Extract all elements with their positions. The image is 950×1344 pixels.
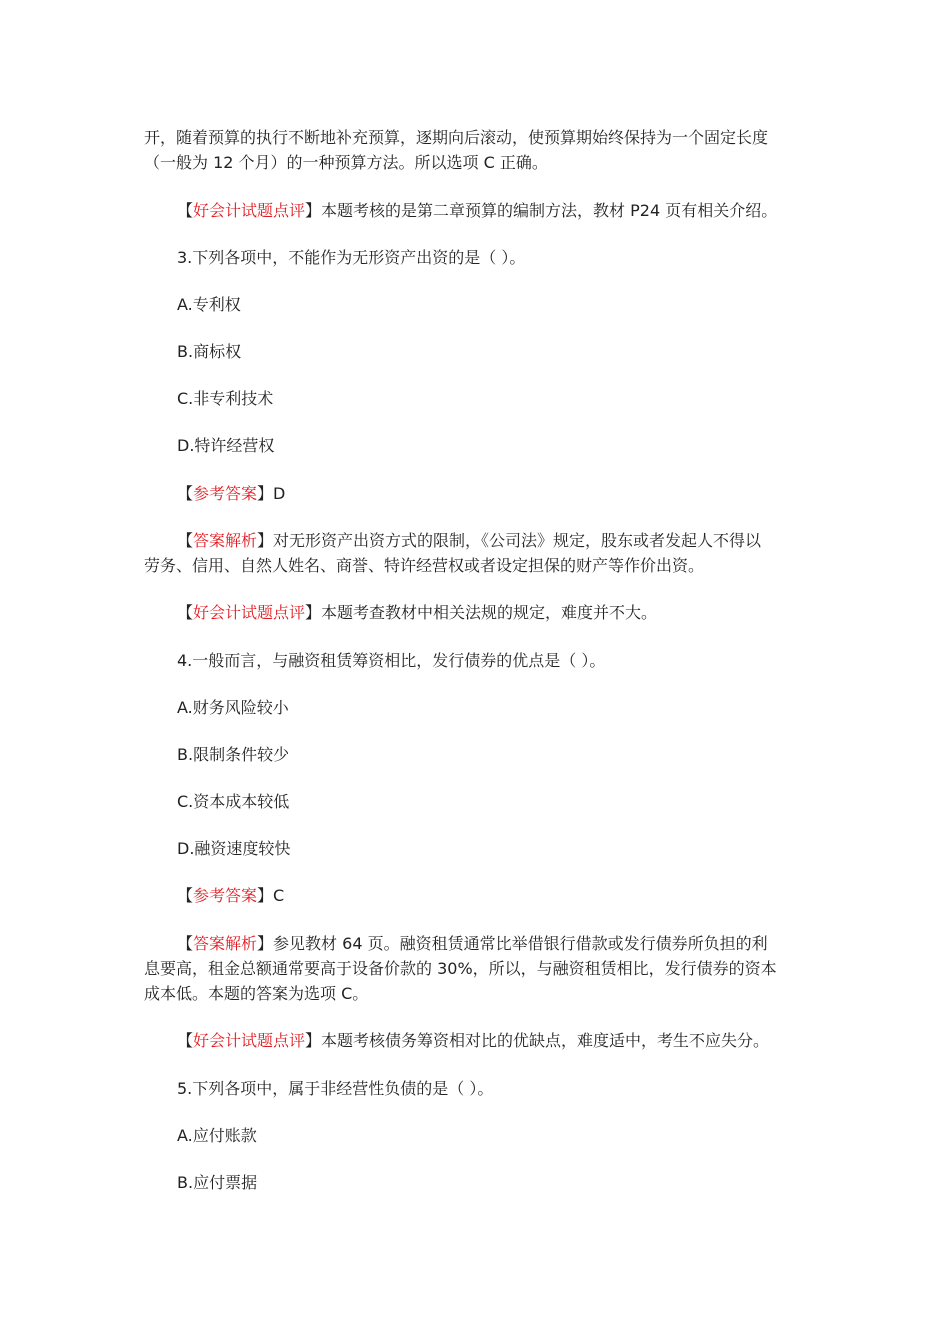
question-comment: 【好会计试题点评】本题考查教材中相关法规的规定，难度并不大。 [177, 603, 658, 622]
option-b: B.商标权 [177, 342, 242, 361]
question-stem: 4.一般而言，与融资租赁筹资相比，发行债券的优点是（ ）。 [177, 651, 606, 670]
analysis-tag: 答案解析 [193, 531, 258, 550]
question-comment: 【好会计试题点评】本题考核债务筹资相对比的优缺点，难度适中，考生不应失分。 [177, 1031, 770, 1050]
option-a: A.财务风险较小 [177, 698, 289, 717]
option-d: D.特许经营权 [177, 436, 275, 455]
option-c: C.资本成本较低 [177, 792, 290, 811]
question-stem: 3.下列各项中，不能作为无形资产出资的是（ ）。 [177, 248, 526, 267]
body-text: 劳务、信用、自然人姓名、商誉、特许经营权或者设定担保的财产等作价出资。 [144, 556, 705, 575]
option-a: A.应付账款 [177, 1126, 257, 1145]
answer-analysis: 【答案解析】对无形资产出资方式的限制，《公司法》规定，股东或者发起人不得以 [177, 531, 762, 550]
comment-tag: 好会计试题点评 [193, 1031, 306, 1050]
comment-tag: 好会计试题点评 [193, 201, 306, 220]
answer-tag: 参考答案 [193, 886, 258, 905]
reference-answer: 【参考答案】D [177, 484, 286, 503]
answer-tag: 参考答案 [193, 484, 258, 503]
answer-analysis: 【答案解析】参见教材 64 页。融资租赁通常比举借银行借款或发行债券所负担的利 [177, 934, 768, 953]
option-b: B.应付票据 [177, 1173, 258, 1192]
option-b: B.限制条件较少 [177, 745, 290, 764]
body-text: 成本低。本题的答案为选项 C。 [144, 984, 369, 1003]
option-a: A.专利权 [177, 295, 241, 314]
body-text: （一般为 12 个月）的一种预算方法。所以选项 C 正确。 [144, 153, 548, 172]
comment-tag: 好会计试题点评 [193, 603, 306, 622]
question-stem: 5.下列各项中，属于非经营性负债的是（ ）。 [177, 1079, 494, 1098]
question-comment: 【好会计试题点评】本题考核的是第二章预算的编制方法，教材 P24 页有相关介绍。 [177, 201, 778, 220]
body-text: 息要高，租金总额通常要高于设备价款的 30%，所以，与融资租赁相比，发行债券的资本 [144, 959, 777, 978]
analysis-tag: 答案解析 [193, 934, 258, 953]
option-d: D.融资速度较快 [177, 839, 291, 858]
option-c: C.非专利技术 [177, 389, 274, 408]
body-text: 开，随着预算的执行不断地补充预算，逐期向后滚动，使预算期始终保持为一个固定长度 [144, 128, 769, 147]
reference-answer: 【参考答案】C [177, 886, 285, 905]
